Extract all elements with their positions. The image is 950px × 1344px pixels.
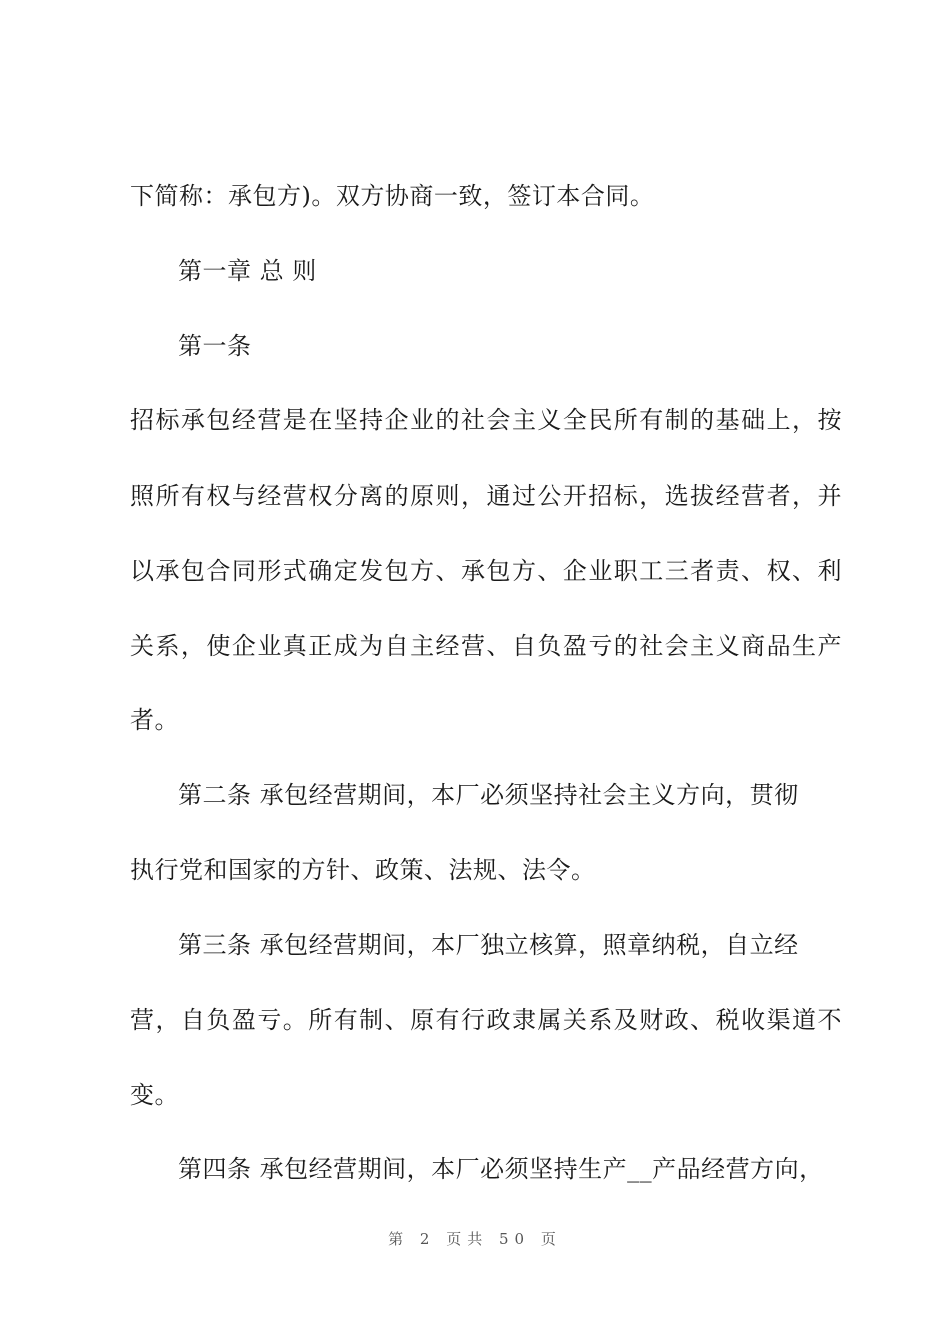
paragraph-line: 变。: [130, 1081, 179, 1109]
paragraph-line: 下简称：承包方)。双方协商一致，签订本合同。: [130, 182, 655, 210]
paragraph-line: 第三条 承包经营期间，本厂独立核算，照章纳税，自立经: [178, 931, 799, 959]
paragraph-line: 第二条 承包经营期间，本厂必须坚持社会主义方向，贯彻: [178, 781, 799, 809]
chapter-heading: 第一章 总 则: [178, 257, 317, 285]
paragraph-line: 者。: [130, 706, 179, 734]
paragraph-line: 关系，使企业真正成为自主经营、自负盈亏的社会主义商品生产: [130, 632, 842, 660]
page-footer: 第 2 页共 50 页: [388, 1230, 562, 1248]
paragraph-line: 第四条 承包经营期间，本厂必须坚持生产__产品经营方向，: [178, 1155, 824, 1183]
paragraph-line: 营，自负盈亏。所有制、原有行政隶属关系及财政、税收渠道不: [130, 1006, 842, 1034]
paragraph-line: 执行党和国家的方针、政策、法规、法令。: [130, 856, 596, 884]
paragraph-line: 招标承包经营是在坚持企业的社会主义全民所有制的基础上，按: [130, 406, 842, 434]
paragraph-line: 以承包合同形式确定发包方、承包方、企业职工三者责、权、利: [130, 557, 842, 585]
article-heading: 第一条: [178, 332, 252, 360]
paragraph-line: 照所有权与经营权分离的原则，通过公开招标，选拔经营者，并: [130, 482, 842, 510]
